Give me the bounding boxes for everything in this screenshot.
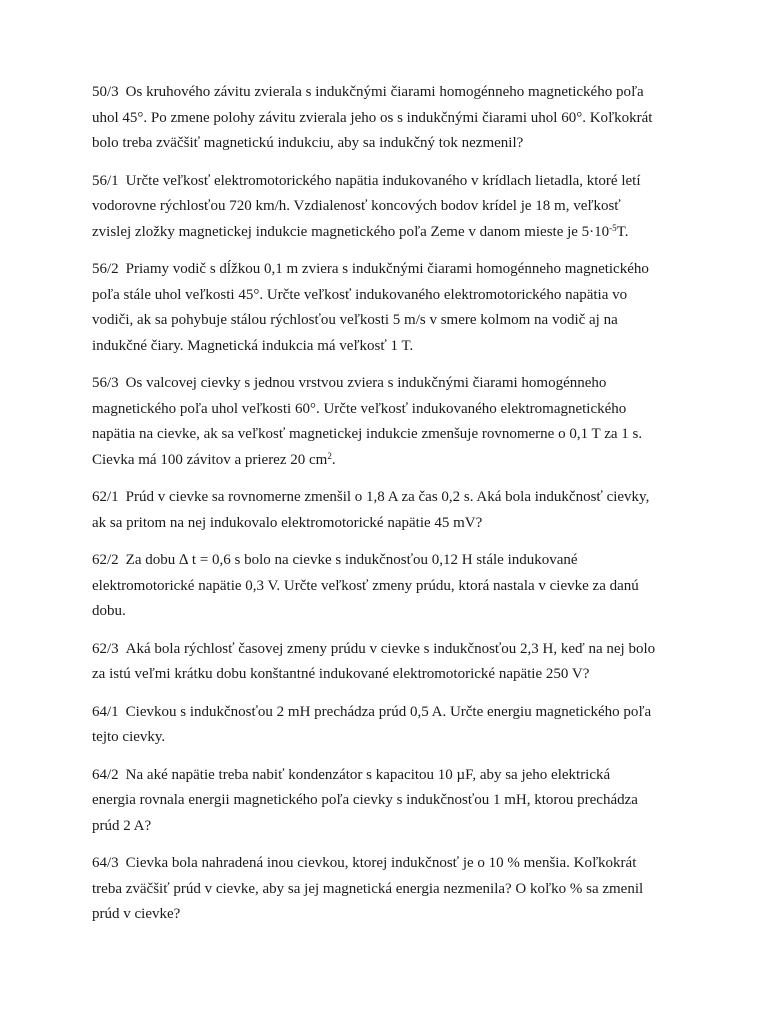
problem-64-3 — [92, 851, 688, 928]
problem-62-3 — [92, 637, 688, 688]
problem-text: T. — [616, 223, 629, 240]
problem-line: dobu. — [92, 603, 126, 619]
problem-line: treba zväčšiť prúd v cievke, aby sa jej magnetická energia nezmenila? O koľko % sa zmenil — [92, 880, 644, 897]
problem-62-2 — [92, 548, 688, 625]
problem-number: 56/3 — [92, 375, 119, 391]
problem-line — [92, 700, 688, 726]
problem-number: 64/1 — [92, 703, 119, 720]
problem-line — [92, 548, 688, 574]
problem-number: 50/3 — [92, 84, 119, 100]
problem-56-2 — [92, 257, 688, 359]
problem-line — [92, 763, 688, 789]
problem-line: magnetického poľa uhol veľkosti 60°. Určte veľkosť indukovaného elektromagnetického — [92, 400, 627, 417]
problem-line: elektromotorické napätie 0,3 V. Určte veľkosť zmeny prúdu, ktorá nastala v cievke za danú — [92, 577, 639, 594]
problem-line: ak sa pritom na nej indukovalo elektromotorické napätie 45 mV? — [92, 514, 483, 531]
problem-text: Cievka má 100 závitov a prierez 20 cm — [92, 451, 328, 468]
problem-number: 64/3 — [92, 855, 119, 871]
problem-text: Na aké napätie treba nabiť kondenzátor s kapacitou 10 µF, aby sa jeho elektrická — [125, 766, 611, 783]
problem-line — [92, 371, 688, 397]
problem-number: 62/2 — [92, 552, 119, 568]
problem-text: Prúd v cievke sa rovnomerne zmenšil o 1,8 A za čas 0,2 s. Aká bola indukčnosť cievky, — [125, 489, 650, 505]
problem-text: Cievka bola nahradená inou cievkou, ktorej indukčnosť je o 10 % menšia. Koľkokrát — [125, 855, 637, 871]
problem-text: Za dobu ∆ t = 0,6 s bolo na cievke s indukčnosťou 0,12 H stále indukované — [125, 552, 578, 568]
problem-number: 62/1 — [92, 489, 119, 505]
problem-line — [92, 485, 688, 511]
problem-text: . — [331, 451, 336, 468]
problem-line: energia rovnala energii magnetického poľa cievky s indukčnosťou 1 mH, ktorou prechádza — [92, 792, 638, 808]
problem-text: Aká bola rýchlosť časovej zmeny prúdu v cievke s indukčnosťou 2,3 H, keď na nej bolo — [125, 640, 656, 657]
exponent: 2 — [327, 450, 332, 461]
problem-line: vodorovne rýchlosťou 720 km/h. Vzdialenosť koncových bodov krídel je 18 m, veľkosť — [92, 198, 621, 214]
exponent: -5 — [609, 222, 617, 233]
problem-line — [92, 257, 688, 283]
problem-64-2 — [92, 763, 688, 840]
problem-line: indukčné čiary. Magnetická indukcia má veľkosť 1 T. — [92, 337, 414, 354]
problem-line: vodiči, ak sa pohybuje stálou rýchlosťou veľkosti 5 m/s v smere kolmom na vodič aj na — [92, 312, 618, 328]
problem-line: prúd 2 A? — [92, 817, 152, 834]
problem-text: Priamy vodič s dĺžkou 0,1 m zviera s indukčnými čiarami homogénneho magnetického — [125, 261, 649, 277]
problem-62-1 — [92, 485, 688, 536]
problem-text: Cievkou s indukčnosťou 2 mH prechádza prúd 0,5 A. Určte energiu magnetického poľa — [125, 703, 652, 720]
problem-50-3 — [92, 80, 688, 157]
problem-number: 56/2 — [92, 261, 119, 277]
problem-text: Os kruhového závitu zvierala s indukčnými čiarami homogénneho magnetického poľa — [125, 84, 644, 100]
problem-number: 62/3 — [92, 640, 119, 657]
problem-text: Určte veľkosť elektromotorického napätia indukovaného v krídlach lietadla, ktoré letí — [125, 172, 641, 189]
problem-number: 64/2 — [92, 766, 119, 783]
problem-line — [92, 851, 688, 877]
problem-line: za istú veľmi krátku dobu konštantné indukované elektromotorické napätie 250 V? — [92, 666, 590, 682]
problem-line: prúd v cievke? — [92, 906, 181, 922]
problem-line — [92, 80, 688, 106]
problem-line — [92, 637, 688, 663]
problem-line — [92, 220, 688, 246]
problem-text: zvislej zložky magnetickej indukcie magnetického poľa Zeme v danom mieste je 5·10 — [92, 223, 610, 240]
problem-line: tejto cievky. — [92, 729, 166, 745]
problem-line: napätia na cievke, ak sa veľkosť magnetickej indukcie zmenšuje rovnomerne o 0,1 T za 1 s. — [92, 426, 643, 442]
problem-line: bolo treba zväčšiť magnetickú indukciu, aby sa indukčný tok nezmenil? — [92, 135, 524, 151]
problem-64-1 — [92, 700, 688, 751]
problem-line: uhol 45°. Po zmene polohy závitu zvierala jeho os s indukčnými čiarami uhol 60°. Koľkokrát — [92, 109, 653, 126]
problem-text: Os valcovej cievky s jednou vrstvou zviera s indukčnými čiarami homogénneho — [125, 375, 607, 391]
problem-56-3 — [92, 371, 688, 473]
problem-line: poľa stále uhol veľkosti 45°. Určte veľkosť indukovaného elektromotorického napätia vo — [92, 286, 628, 303]
problem-line — [92, 448, 688, 474]
problem-line — [92, 169, 688, 195]
problem-56-1 — [92, 169, 688, 246]
problem-number: 56/1 — [92, 172, 119, 189]
